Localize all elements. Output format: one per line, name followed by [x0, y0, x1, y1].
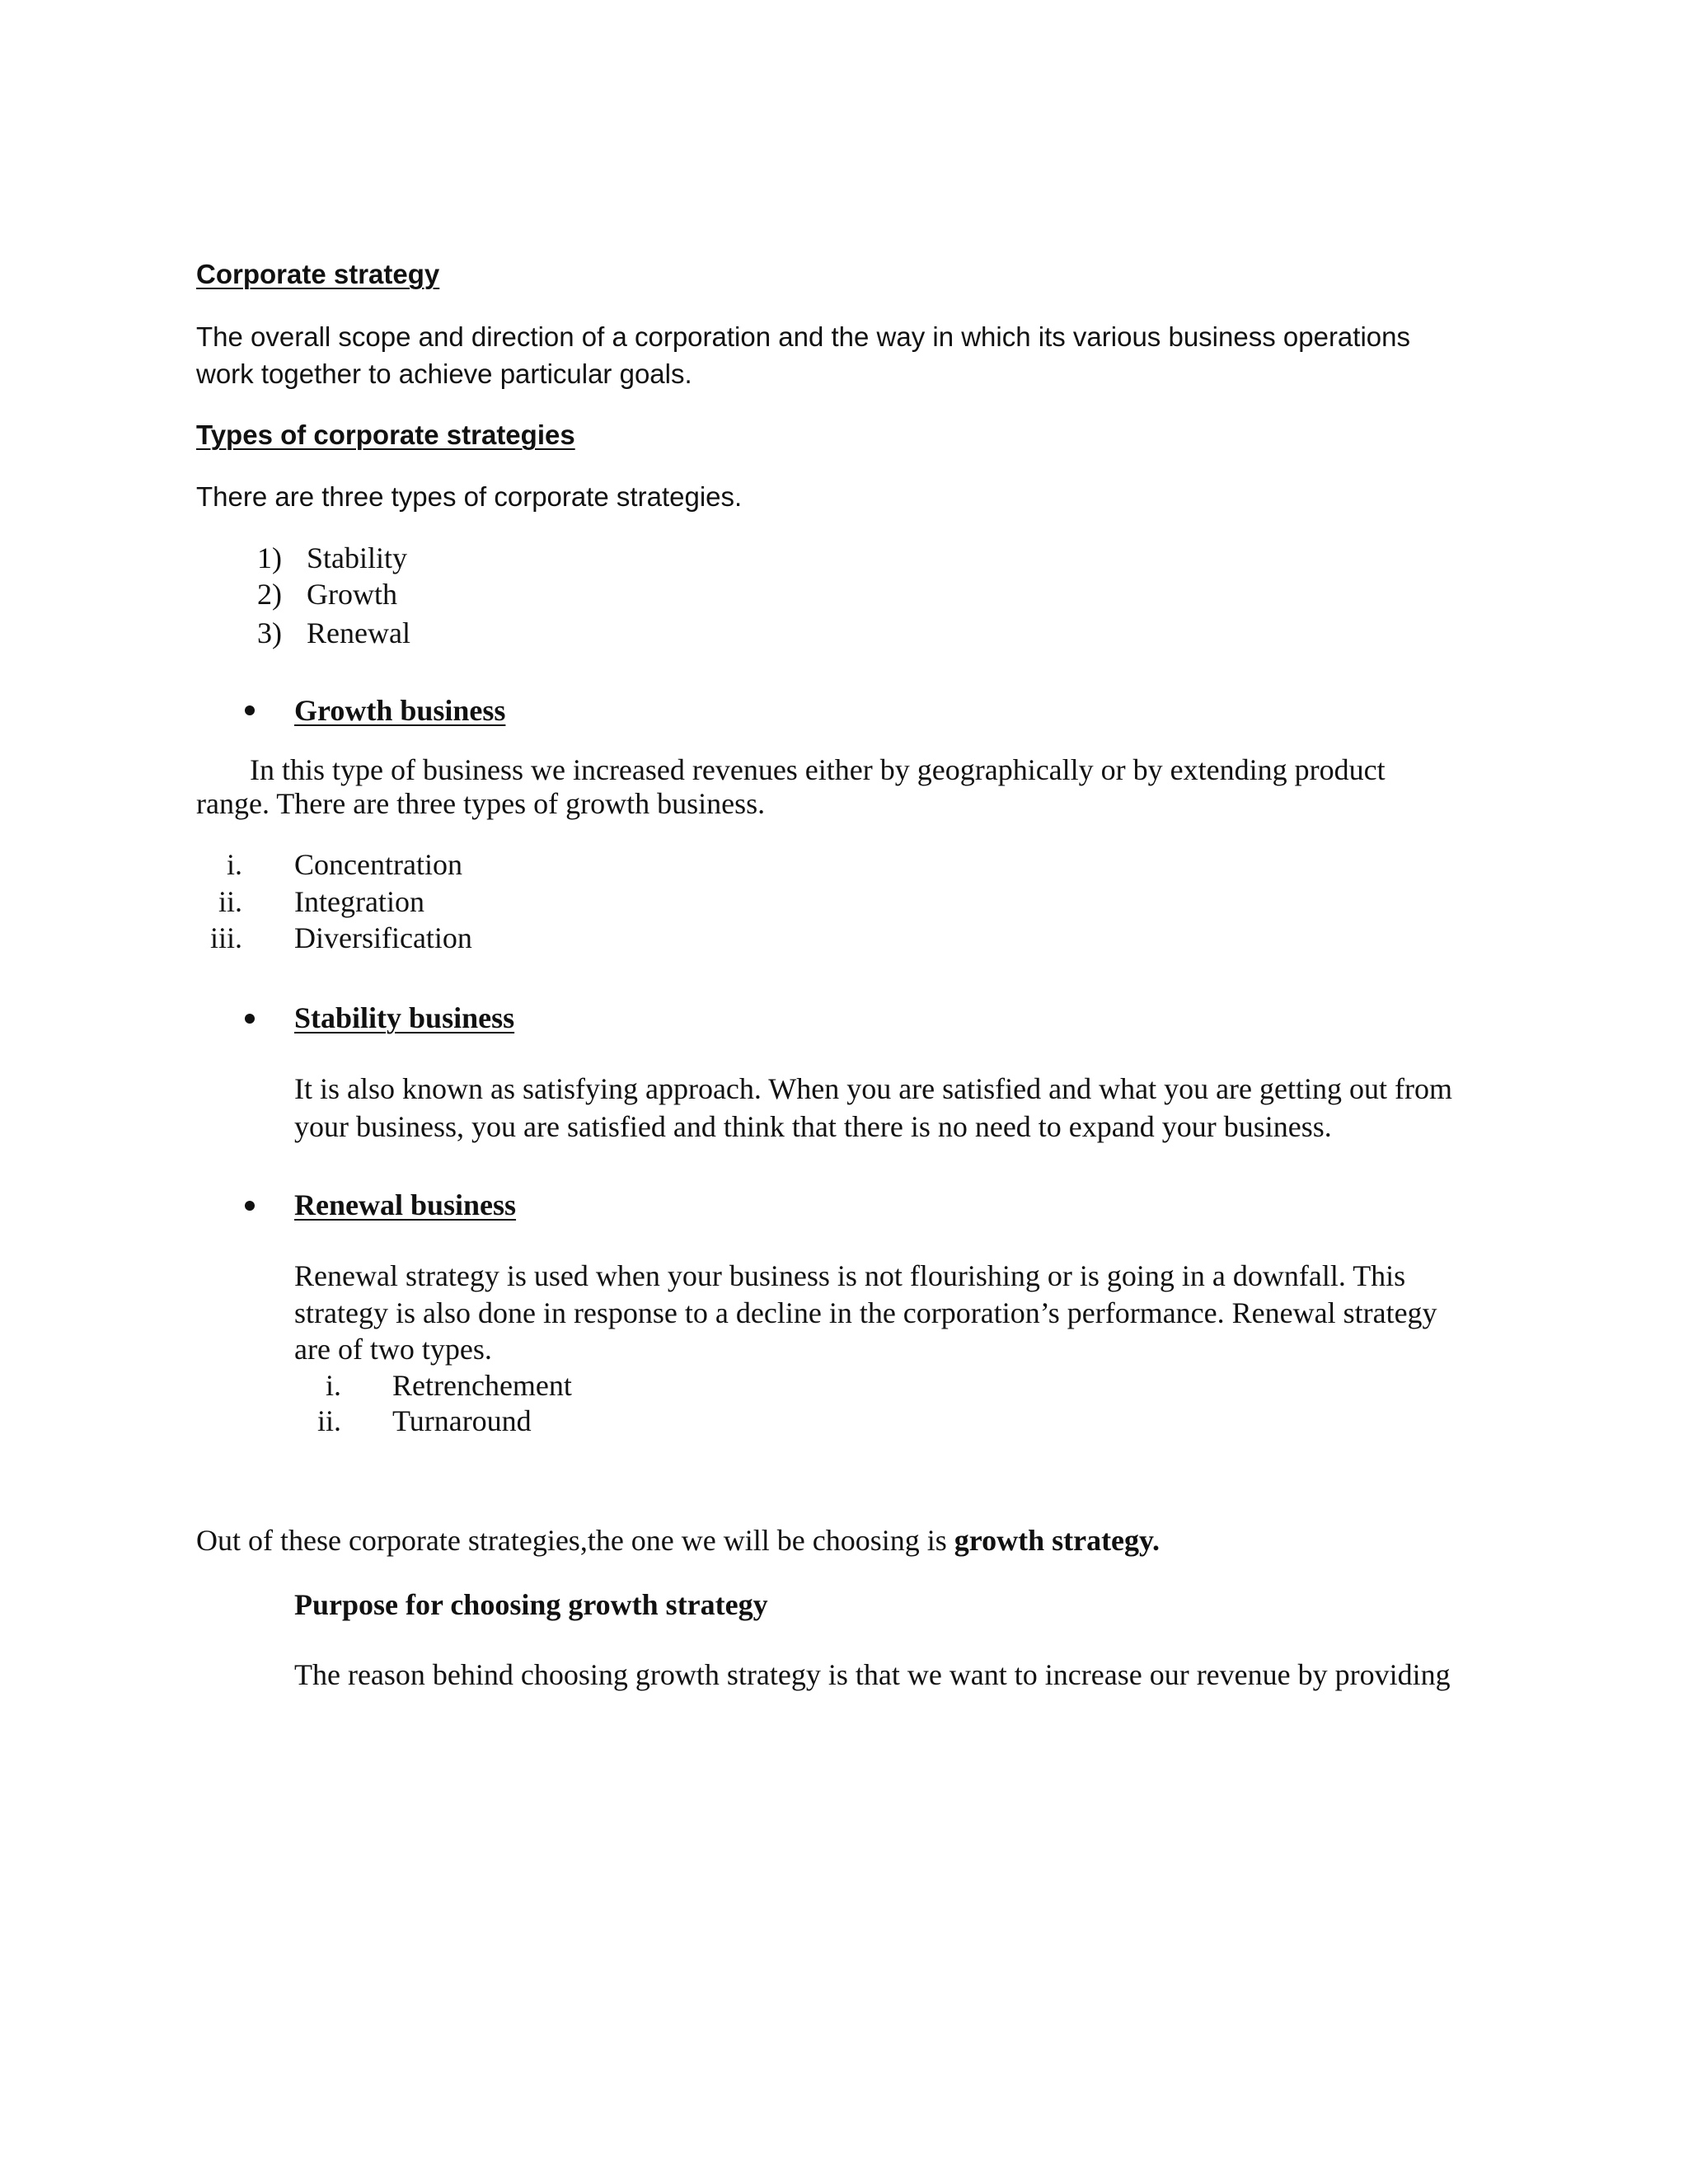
list-label: Retrenchement: [392, 1369, 572, 1402]
list-marker: ii.: [316, 1404, 341, 1437]
stability-line-2: your business, you are satisfied and think that there is no need to expand your business.: [294, 1110, 1332, 1143]
renewal-line-3: are of two types.: [294, 1333, 492, 1366]
list-marker: i.: [226, 848, 242, 881]
list-marker: 1): [257, 541, 282, 574]
list-label: Turnaround: [392, 1404, 532, 1437]
list-label: Concentration: [294, 848, 462, 881]
list-marker: i.: [325, 1369, 341, 1402]
bullet-icon: [245, 1201, 255, 1211]
growth-line-2: range. There are three types of growth business.: [196, 787, 766, 820]
list-marker: iii.: [209, 921, 242, 954]
list-marker: 3): [257, 616, 282, 649]
definition-line-2: work together to achieve particular goals.: [196, 359, 692, 389]
purpose-line-1: The reason behind choosing growth strategy is that we want to increase our revenue by providing: [294, 1658, 1451, 1691]
renewal-line-2: strategy is also done in response to a decline in the corporation’s performance. Renewal strategy: [294, 1296, 1437, 1329]
list-marker: ii.: [218, 885, 242, 918]
bullet-icon: [245, 1014, 255, 1024]
growth-line-1: In this type of business we increased revenues either by geographically or by extending product: [250, 753, 1386, 786]
growth-heading: Growth business: [294, 694, 506, 727]
stability-line-1: It is also known as satisfying approach. When you are satisfied and what you are getting out from: [294, 1072, 1452, 1105]
page-title: Corporate strategy: [196, 259, 440, 289]
conclusion-text: [196, 1522, 1160, 1559]
types-heading: Types of corporate strategies: [196, 419, 575, 450]
definition-line-1: The overall scope and direction of a corporation and the way in which its various business operations: [196, 321, 1410, 352]
renewal-heading: Renewal business: [294, 1188, 517, 1221]
renewal-line-1: Renewal strategy is used when your business is not flourishing or is going in a downfall. This: [294, 1259, 1406, 1292]
bullet-icon: [245, 705, 255, 715]
conclusion-bold: growth strategy.: [954, 1524, 1160, 1557]
list-label: Integration: [294, 885, 424, 918]
conclusion-plain: Out of these corporate strategies,the one we will be choosing is: [196, 1524, 954, 1557]
list-label: Growth: [307, 578, 397, 611]
list-label: Stability: [307, 541, 408, 574]
list-label: Renewal: [307, 616, 410, 649]
purpose-heading: Purpose for choosing growth strategy: [294, 1588, 768, 1621]
types-intro: There are three types of corporate strategies.: [196, 481, 743, 512]
list-marker: 2): [257, 578, 282, 611]
stability-heading: Stability business: [294, 1001, 515, 1034]
list-label: Diversification: [294, 921, 472, 954]
